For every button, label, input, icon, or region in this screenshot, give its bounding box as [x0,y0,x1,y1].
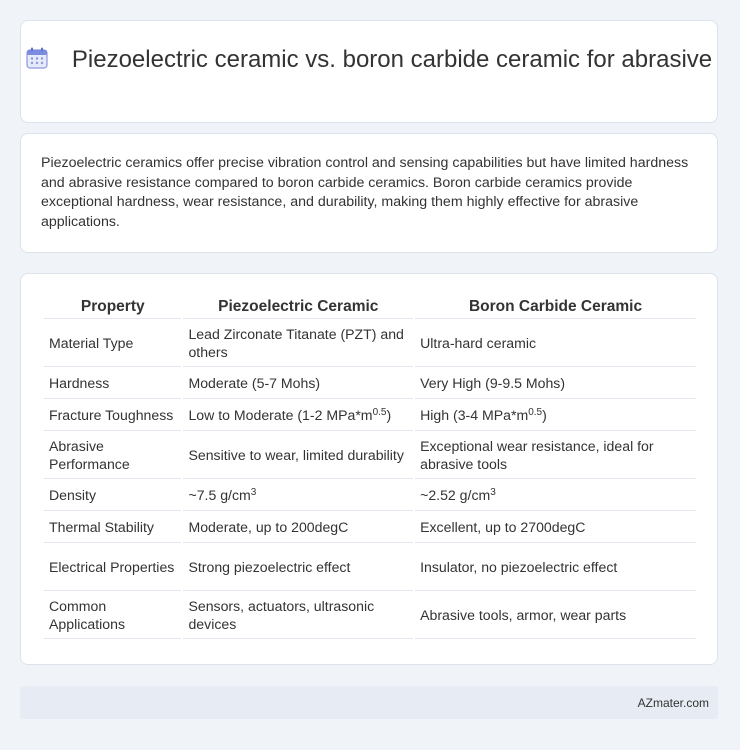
table-row [44,399,696,431]
boron-toughness-text: High (3-4 MPa*m [420,406,529,423]
calendar-icon [26,47,48,69]
boron-toughness-exponent: 0.5 [528,406,543,418]
piezo-density-text: ~7.5 g/cm [188,486,251,503]
cell-piezoelectric: Strong piezoelectric effect [183,543,413,591]
table-row [44,479,696,511]
boron-density-exponent: 3 [490,486,496,498]
summary-text: Piezoelectric ceramics offer precise vibration control and sensing capabilities but have limited hardness and abrasive resistance compared to boron carbide ceramics. Boron carbide ceramics provide exceptional hardness, wear resistance, and durability, making them highly effective for abrasive applications. [41,155,689,230]
piezo-toughness-exponent: 0.5 [372,406,387,418]
cell-property: Electrical Properties [44,543,181,591]
cell-property: Density [44,479,181,511]
title-card [20,20,718,123]
cell-boron-carbide: Excellent, up to 2700degC [415,511,696,543]
cell-boron-carbide: Abrasive tools, armor, wear parts [415,591,696,639]
cell-boron-carbide: Very High (9-9.5 Mohs) [415,367,696,399]
piezo-toughness-text: Low to Moderate (1-2 MPa*m [188,406,373,423]
table-row [44,431,696,479]
piezo-density-exponent: 3 [250,486,257,498]
header-piezoelectric: Piezoelectric Ceramic [183,296,413,319]
comparison-table [42,296,698,639]
summary-card [20,133,718,253]
page-title-wrap [21,45,717,74]
cell-boron-carbide: Ultra-hard ceramic [415,319,696,367]
boron-density-text: ~2.52 g/cm [420,486,491,503]
cell-boron-carbide: Exceptional wear resistance, ideal for abrasive tools [415,431,696,479]
table-row [44,511,696,543]
cell-property: Abrasive Performance [44,431,181,479]
cell-property: Thermal Stability [44,511,181,543]
footer-site-name: AZmater.com [637,696,709,710]
header-property: Property [44,296,181,319]
cell-property: Fracture Toughness [44,399,181,431]
cell-boron-carbide: Insulator, no piezoelectric effect [415,543,696,591]
cell-piezoelectric: Lead Zirconate Titanate (PZT) and others [183,319,413,367]
cell-property: Common Applications [44,591,181,639]
comparison-table-card [20,273,718,665]
table-row [44,591,696,639]
header-boron-carbide: Boron Carbide Ceramic [415,296,696,319]
cell-property: Hardness [44,367,181,399]
table-row [44,543,696,591]
cell-piezoelectric: Sensitive to wear, limited durability [183,431,413,479]
piezo-toughness-close: ) [386,406,392,423]
cell-piezoelectric: Moderate (5-7 Mohs) [183,367,413,399]
table-header-row [44,296,696,319]
cell-property: Material Type [44,319,181,367]
table-row [44,319,696,367]
footer-bar [20,686,718,719]
cell-boron-carbide [415,399,696,431]
cell-piezoelectric: Moderate, up to 200degC [183,511,413,543]
cell-piezoelectric [183,479,413,511]
boron-toughness-close: ) [542,406,547,423]
page-title: Piezoelectric ceramic vs. boron carbide ceramic for abrasive [71,46,713,73]
cell-piezoelectric [183,399,413,431]
cell-boron-carbide [415,479,696,511]
table-row [44,367,696,399]
cell-piezoelectric: Sensors, actuators, ultrasonic devices [183,591,413,639]
